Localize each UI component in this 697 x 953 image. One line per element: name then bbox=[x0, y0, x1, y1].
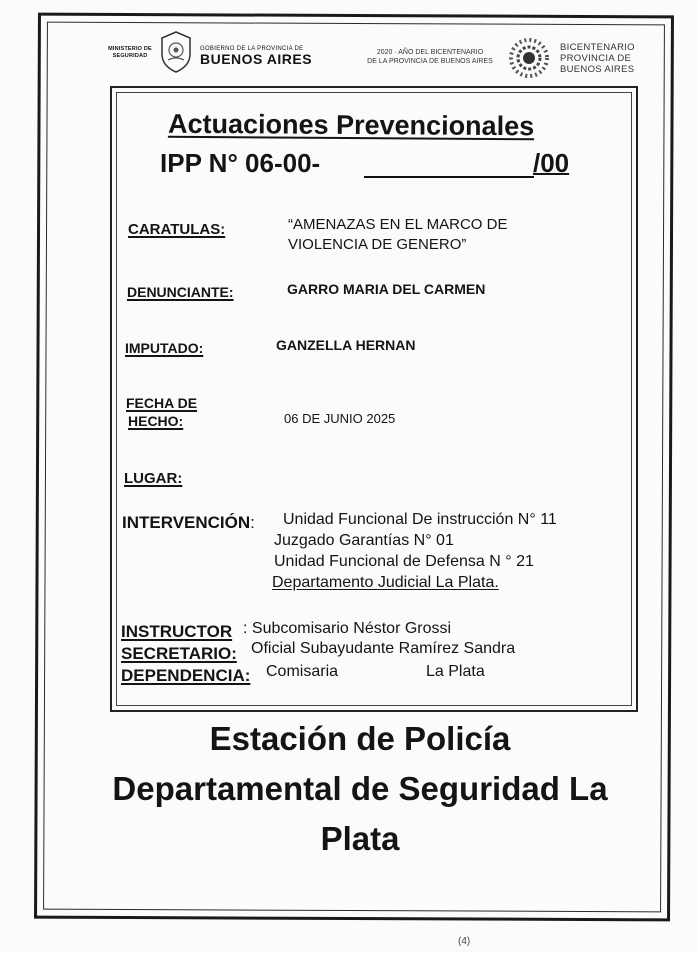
ipp-number-suffix: /00 bbox=[533, 148, 570, 178]
ipp-blank-line bbox=[364, 176, 534, 178]
intervencion-colon: : bbox=[250, 513, 255, 532]
dependencia-value: Comisaria bbox=[266, 663, 339, 680]
instructor-value: : Subcomisario Néstor Grossi bbox=[243, 620, 452, 637]
year-motto-line-1: 2020 · AÑO DEL BICENTENARIO bbox=[376, 49, 484, 56]
imputado-value: GANZELLA HERNAN bbox=[276, 337, 416, 353]
secretario-label: SECRETARIO: bbox=[121, 644, 237, 663]
bicentenario-line-3: BUENOS AIRES bbox=[560, 64, 635, 75]
document-title: Actuaciones Prevencionales bbox=[167, 108, 535, 142]
caratulas-label: CARATULAS: bbox=[128, 221, 226, 238]
gobierno-big-text: BUENOS AIRES bbox=[200, 51, 313, 67]
letterhead bbox=[60, 26, 650, 82]
intervencion-line-4: Departamento Judicial La Plata. bbox=[272, 574, 499, 591]
caratulas-value-line-2: VIOLENCIA DE GENERO” bbox=[288, 236, 467, 253]
bicentenario-line-1: BICENTENARIO bbox=[560, 42, 635, 53]
intervencion-line-2: Juzgado Garantías N° 01 bbox=[274, 532, 454, 549]
year-motto-line-2: DE LA PROVINCIA DE BUENOS AIRES bbox=[367, 58, 493, 65]
government-logo-text bbox=[200, 46, 312, 67]
denunciante-value: GARRO MARIA DEL CARMEN bbox=[287, 281, 486, 297]
bicentenario-line-2: PROVINCIA DE bbox=[560, 53, 632, 64]
year-motto bbox=[355, 48, 505, 66]
caratulas-value-line-1: “AMENAZAS EN EL MARCO DE bbox=[288, 216, 508, 233]
fecha-value: 06 DE JUNIO 2025 bbox=[284, 411, 396, 426]
gobierno-small-text: GOBIERNO DE LA PROVINCIA DE bbox=[200, 46, 304, 52]
footer-line-2: Departamental de Seguridad La bbox=[112, 770, 608, 807]
lugar-label: LUGAR: bbox=[124, 470, 183, 487]
bicentenario-logo-icon bbox=[505, 34, 553, 82]
intervencion-line-3: Unidad Funcional de Defensa N ° 21 bbox=[274, 553, 534, 570]
imputado-label: IMPUTADO: bbox=[125, 340, 204, 356]
ministerio-label: MINISTERIO DE SEGURIDAD bbox=[108, 46, 152, 59]
secretario-value: Oficial Subayudante Ramírez Sandra bbox=[251, 640, 516, 657]
intervencion-line-1: Unidad Funcional De instrucción N° 11 bbox=[283, 511, 557, 528]
page-mark: (4) bbox=[458, 936, 471, 947]
footer-line-3: Plata bbox=[320, 820, 400, 857]
bicentenario-text bbox=[560, 42, 635, 75]
instructor-label: INSTRUCTOR bbox=[121, 622, 233, 641]
dependencia-city: La Plata bbox=[426, 663, 485, 680]
provincial-seal-icon bbox=[158, 30, 194, 74]
ipp-number-label: IPP N° 06-00- bbox=[160, 148, 321, 178]
footer-line-1: Estación de Policía bbox=[209, 720, 511, 757]
fecha-label-line-2: HECHO: bbox=[128, 413, 184, 429]
intervencion-label-text: INTERVENCIÓN bbox=[122, 513, 251, 532]
intervencion-label bbox=[122, 513, 255, 533]
fecha-label-line-1: FECHA DE bbox=[126, 395, 198, 411]
dependencia-label: DEPENDENCIA: bbox=[121, 666, 251, 685]
denunciante-label: DENUNCIANTE: bbox=[127, 284, 234, 300]
